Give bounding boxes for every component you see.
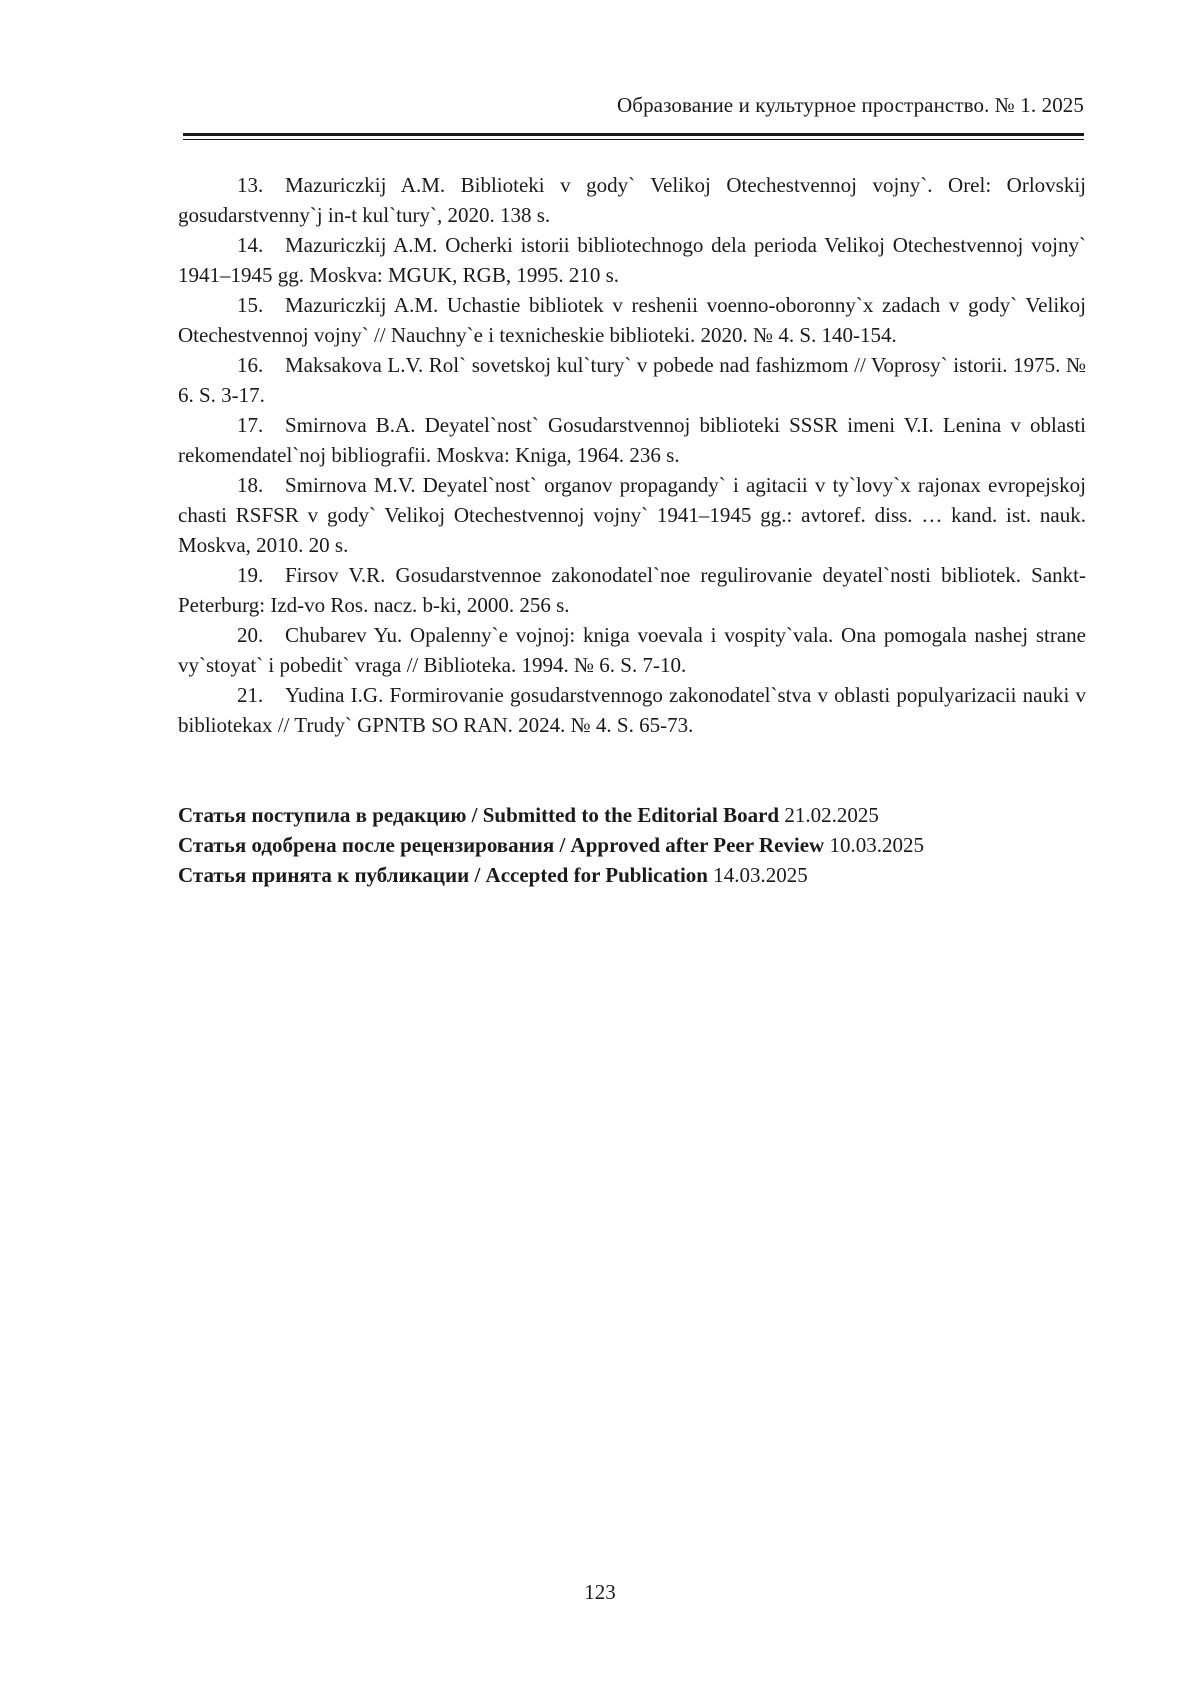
reference-text: Chubarev Yu. Opalenny`e vojnoj: kniga voevala i vospity`vala. Ona pomogala nashej strane vy`stoyat` i pobedit` vraga // Biblioteka. 1994. № 6. S. 7-10.	[178, 623, 1086, 677]
page-number: 123	[584, 1580, 616, 1604]
submitted-date: 21.02.2025	[784, 803, 879, 827]
reference-text: Yudina I.G. Formirovanie gosudarstvennogo zakonodatel`stva v oblasti populyarizacii nauki v bibliotekax // Trudy` GPNTB SO RAN. 2024. № 4. S. 65-73.	[178, 683, 1086, 737]
reference-text: Mazuriczkij A.M. Uchastie bibliotek v reshenii voenno-oboronny`x zadach v gody` Velikoj Otechestvennoj vojny` // Nauchny`e i texnicheskie biblioteki. 2020. № 4. S. 140-154.	[178, 293, 1086, 347]
reference-item	[178, 290, 1086, 350]
reference-number: 21.	[237, 683, 264, 707]
reference-text: Maksakova L.V. Rol` sovetskoj kul`tury` v pobede nad fashizmom // Voprosy` istorii. 1975. № 6. S. 3-17.	[178, 353, 1086, 407]
reference-number: 15.	[237, 293, 264, 317]
reference-list	[178, 170, 1086, 740]
article-history	[178, 800, 1086, 890]
reference-item	[178, 560, 1086, 620]
approved-line	[178, 830, 1086, 860]
header-double-rule	[183, 133, 1084, 140]
reference-text: Mazuriczkij A.M. Ocherki istorii bibliotechnogo dela perioda Velikoj Otechestvennoj vojny` 1941–1945 gg. Moskva: MGUK, RGB, 1995. 210 s.	[178, 233, 1086, 287]
accepted-label: Статья принята к публикации / Accepted for Publication	[178, 863, 708, 887]
reference-number: 17.	[237, 413, 264, 437]
reference-number: 18.	[237, 473, 264, 497]
reference-item	[178, 470, 1086, 560]
reference-text: Mazuriczkij A.M. Biblioteki v gody` Velikoj Otechestvennoj vojny`. Orel: Orlovskij gosudarstvenny`j in-t kul`tury`, 2020. 138 s.	[178, 173, 1086, 227]
approved-date: 10.03.2025	[829, 833, 924, 857]
reference-item	[178, 680, 1086, 740]
reference-number: 16.	[237, 353, 264, 377]
submitted-label: Статья поступила в редакцию / Submitted to the Editorial Board	[178, 803, 780, 827]
running-header: Образование и культурное пространство. № 1. 2025	[617, 93, 1084, 117]
reference-number: 19.	[237, 563, 264, 587]
reference-item	[178, 410, 1086, 470]
reference-text: Smirnova M.V. Deyatel`nost` organov propagandy` i agitacii v ty`lovy`x rajonax evropejskoj chasti RSFSR v gody` Velikoj Otechestvennoj vojny` 1941–1945 gg.: avtoref. diss. … kand. ist. nauk. Moskva, 2010. 20 s.	[178, 473, 1086, 557]
submitted-line	[178, 800, 1086, 830]
accepted-date: 14.03.2025	[713, 863, 808, 887]
approved-label: Статья одобрена после рецензирования / Approved after Peer Review	[178, 833, 825, 857]
reference-item	[178, 170, 1086, 230]
reference-text: Firsov V.R. Gosudarstvennoe zakonodatel`noe regulirovanie deyatel`nosti bibliotek. Sankt-Peterburg: Izd-vo Ros. nacz. b-ki, 2000. 256 s.	[178, 563, 1086, 617]
reference-item	[178, 620, 1086, 680]
reference-number: 20.	[237, 623, 264, 647]
reference-number: 14.	[237, 233, 264, 257]
reference-number: 13.	[237, 173, 264, 197]
reference-text: Smirnova B.A. Deyatel`nost` Gosudarstvennoj biblioteki SSSR imeni V.I. Lenina v oblasti rekomendatel`noj bibliografii. Moskva: Kniga, 1964. 236 s.	[178, 413, 1086, 467]
reference-item	[178, 350, 1086, 410]
reference-item	[178, 230, 1086, 290]
accepted-line	[178, 860, 1086, 890]
